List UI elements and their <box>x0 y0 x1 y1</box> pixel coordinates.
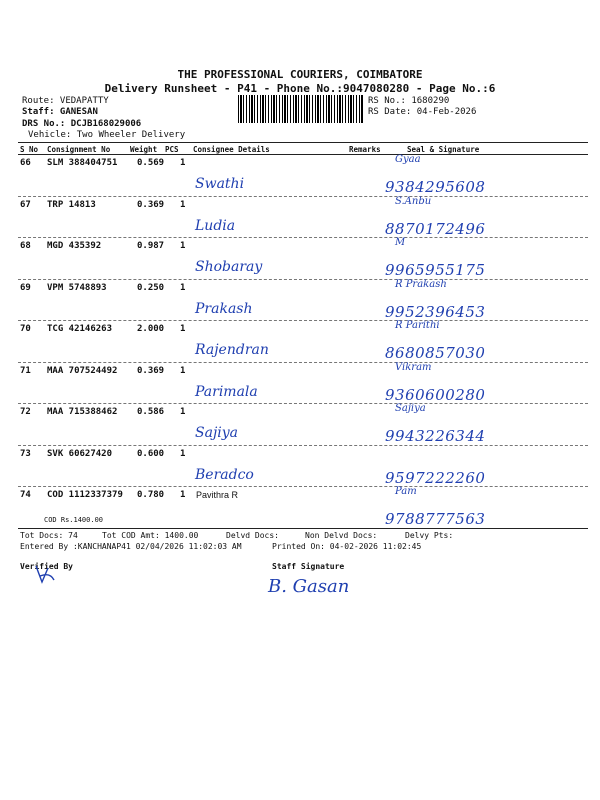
row-pcs: 1 <box>180 365 186 376</box>
row-consignee-name: Ludia <box>195 217 236 234</box>
row-weight: 2.000 <box>137 324 165 334</box>
row-weight: 0.586 <box>137 407 165 417</box>
row-weight: 0.369 <box>137 365 165 376</box>
row-pcs: 1 <box>180 407 186 417</box>
row-phone: 9952396453 <box>385 302 486 321</box>
staff-signature-label: Staff Signature <box>272 562 345 571</box>
col-consignment-header: Consignment No <box>47 145 111 154</box>
row-consignee-name: Beradco <box>195 466 254 483</box>
row-receiver-signature: Pam <box>395 486 417 497</box>
row-phone: 9788777563 <box>385 510 486 528</box>
row-consignee-name: Shobaray <box>195 259 263 275</box>
row-consignment-no: MGD 435392 <box>47 241 102 251</box>
barcode-image <box>238 95 364 123</box>
rs-date: RS Date: 04-Feb-2026 <box>368 107 477 117</box>
row-weight: 0.569 <box>137 158 165 168</box>
row-receiver-signature: Vikram <box>395 361 432 373</box>
col-pcs-header: PCS <box>165 145 179 154</box>
row-sno: 73 <box>20 448 31 459</box>
row-receiver-signature: Gyaa <box>395 154 421 165</box>
row-divider <box>18 486 588 487</box>
entered-by: Entered By :KANCHANAP41 02/04/2026 11:02:03 AM <box>20 542 242 551</box>
row-sno: 69 <box>20 282 31 293</box>
row-consignment-no: SLM 388404751 <box>47 158 118 168</box>
route-label: Route: VEDAPATTY <box>22 96 109 106</box>
row-phone: 8680857030 <box>385 344 486 362</box>
row-consignment-no: MAA 707524492 <box>47 365 118 376</box>
col-seal-header: Seal & Signature <box>407 145 480 154</box>
row-phone: 9384295608 <box>385 178 486 196</box>
row-divider <box>18 320 588 321</box>
non-delivered-docs: Non Delvd Docs: <box>305 531 378 540</box>
runsheet-subtitle: Delivery Runsheet - P41 - Phone No.:9047080280 - Page No.:6 <box>104 82 496 95</box>
row-receiver-signature: M <box>395 237 406 248</box>
printed-on: Printed On: 04-02-2026 11:02:45 <box>272 542 422 551</box>
delivery-points: Delvy Pts: <box>405 531 454 540</box>
drs-label: DRS No.: DCJB168029006 <box>22 119 142 129</box>
rs-number: RS No.: 1680290 <box>368 96 450 106</box>
cod-note: COD Rs.1400.00 <box>44 516 104 524</box>
row-sno: 74 <box>20 490 31 500</box>
col-consignee-header: Consignee Details <box>193 145 270 154</box>
staff-label: Staff: GANESAN <box>22 107 98 117</box>
row-consignee-name: Swathi <box>195 176 245 192</box>
vehicle-label: Vehicle: Two Wheeler Delivery <box>28 130 186 140</box>
row-phone: 9965955175 <box>385 261 486 279</box>
row-receiver-signature: Sajiya <box>395 403 426 414</box>
row-sno: 70 <box>20 324 31 334</box>
row-consignment-no: MAA 715388462 <box>47 407 118 417</box>
row-consignee-name: Prakash <box>195 300 253 317</box>
row-divider <box>18 445 588 446</box>
col-weight-header: Weight <box>130 145 158 154</box>
col-remarks-header: Remarks <box>349 145 381 154</box>
row-sno: 71 <box>20 365 31 376</box>
row-weight: 0.987 <box>137 241 165 251</box>
row-consignee-name: Pavithra R <box>196 490 239 500</box>
row-divider <box>18 237 588 238</box>
row-consignment-no: TCG 42146263 <box>47 324 113 334</box>
row-sno: 67 <box>20 199 31 210</box>
row-divider <box>18 196 588 197</box>
row-phone: 8870172496 <box>385 219 486 238</box>
row-consignment-no: COD 1112337379 <box>47 490 123 500</box>
row-weight: 0.780 <box>137 490 165 500</box>
row-weight: 0.250 <box>137 282 165 293</box>
row-pcs: 1 <box>180 490 186 500</box>
row-sno: 68 <box>20 241 31 251</box>
row-consignee-name: Rajendran <box>195 342 269 358</box>
total-cod-amount: Tot COD Amt: 1400.00 <box>102 531 199 540</box>
verifier-signature-icon <box>30 562 60 592</box>
row-consignment-no: TRP 14813 <box>47 199 96 210</box>
company-title: THE PROFESSIONAL COURIERS, COIMBATORE <box>177 68 423 81</box>
row-phone: 9943226344 <box>385 427 486 445</box>
row-consignee-name: Sajiya <box>195 425 239 441</box>
row-pcs: 1 <box>180 241 186 251</box>
row-consignment-no: VPM 5748893 <box>47 282 107 293</box>
row-pcs: 1 <box>180 282 186 293</box>
row-pcs: 1 <box>180 158 186 168</box>
row-consignee-name: Parimala <box>195 383 258 400</box>
row-divider <box>18 403 588 404</box>
row-receiver-signature: R Parithi <box>395 320 440 331</box>
row-divider <box>18 362 588 363</box>
row-pcs: 1 <box>180 324 186 334</box>
row-divider <box>18 279 588 280</box>
verified-by-label: Verified By <box>20 562 73 571</box>
row-weight: 0.369 <box>137 199 165 210</box>
table-header-border <box>18 154 588 155</box>
row-weight: 0.600 <box>137 448 165 459</box>
row-pcs: 1 <box>180 448 186 459</box>
total-docs: Tot Docs: 74 <box>20 531 78 540</box>
table-top-border <box>18 142 588 143</box>
row-sno: 66 <box>20 158 31 168</box>
staff-signature: B. Gasan <box>268 576 350 597</box>
row-pcs: 1 <box>180 199 186 210</box>
delivered-docs: Delvd Docs: <box>226 531 279 540</box>
col-sno-header: S No <box>20 145 39 154</box>
row-consignment-no: SVK 60627420 <box>47 448 113 459</box>
row-receiver-signature: S.Anbu <box>395 195 432 207</box>
footer-top-border <box>18 528 588 529</box>
row-phone: 9360600280 <box>385 385 486 404</box>
row-receiver-signature: R Prakash <box>395 278 447 290</box>
row-phone: 9597222260 <box>385 468 486 487</box>
row-sno: 72 <box>20 407 31 417</box>
